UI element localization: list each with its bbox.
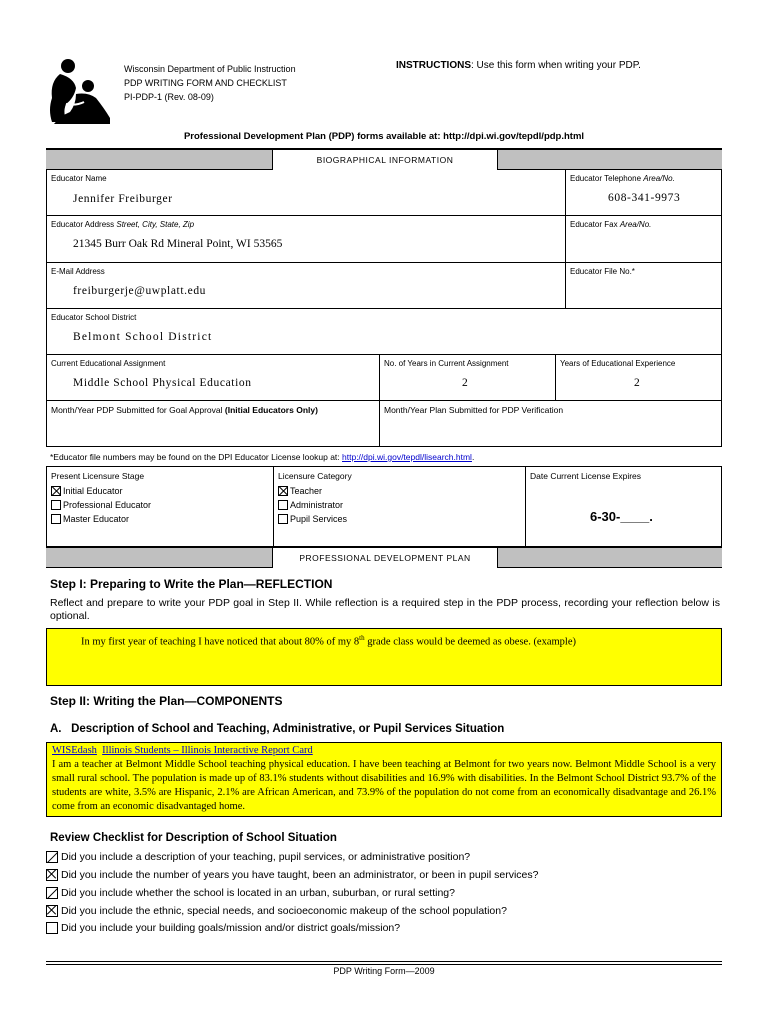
years-assignment-field[interactable]: 2 [462, 377, 469, 389]
fax-label: Educator Fax Area/No. [570, 220, 652, 229]
checklist-item[interactable]: Did you include your building goals/mission and/or district goals/mission? [46, 922, 400, 934]
pdp-section-bar [46, 546, 722, 568]
reflection-field[interactable] [46, 628, 722, 686]
checkbox-icon[interactable] [46, 869, 58, 881]
district-label: Educator School District [51, 313, 137, 322]
section-a-heading: A. Description of School and Teaching, Administrative, or Pupil Services Situation [50, 723, 505, 735]
instructions [396, 60, 641, 71]
category-option-administrator[interactable]: Administrator [278, 500, 343, 510]
years-experience-label: Years of Educational Experience [560, 359, 676, 368]
name-label: Educator Name [51, 174, 107, 183]
instructions-label: INSTRUCTIONS [396, 60, 471, 71]
step1-heading: Step I: Preparing to Write the Plan—REFLECTION [50, 577, 333, 591]
checkbox-icon[interactable] [46, 851, 58, 863]
fax-cell [565, 216, 721, 262]
checklist-item[interactable]: Did you include the number of years you have taught, been an administrator, or been in pupil services? [46, 869, 538, 881]
file-no-label: Educator File No.* [570, 267, 635, 276]
file-no-cell [565, 263, 721, 308]
agency-header [124, 62, 296, 104]
name-field[interactable]: Jennifer Freiburger [73, 193, 173, 205]
address-label: Educator Address Street, City, State, Zip [51, 220, 195, 229]
wisedash-link[interactable]: WISEdash [52, 745, 97, 756]
address-row [47, 216, 721, 263]
license-expires-col [525, 467, 721, 546]
checkbox-icon[interactable] [51, 514, 61, 524]
bio-section-bar [46, 148, 722, 170]
step2-heading: Step II: Writing the Plan—COMPONENTS [50, 694, 283, 708]
forms-available-line: Professional Development Plan (PDP) forms available at: http://dpi.wi.gov/tepdl/pdp.html [183, 131, 585, 142]
district-field[interactable]: Belmont School District [73, 331, 213, 343]
checkbox-icon[interactable] [51, 486, 61, 496]
district-row [47, 309, 721, 355]
checkbox-icon[interactable] [51, 500, 61, 510]
name-row [47, 170, 721, 216]
stage-option-professional[interactable]: Professional Educator [51, 500, 151, 510]
assignment-row [47, 355, 721, 401]
category-option-teacher[interactable]: Teacher [278, 486, 322, 496]
checklist-heading: Review Checklist for Description of School Situation [50, 832, 337, 844]
bio-section-title: BIOGRAPHICAL INFORMATION [272, 150, 498, 170]
checkbox-icon[interactable] [278, 514, 288, 524]
licensure-stage-label: Present Licensure Stage [51, 471, 145, 481]
illinois-report-card-link[interactable]: Illinois Students – Illinois Interactive Report Card [102, 745, 313, 756]
form-name: PDP WRITING FORM AND CHECKLIST [124, 78, 287, 88]
verification-label: Month/Year Plan Submitted for PDP Verification [384, 405, 564, 415]
name-cell [47, 170, 565, 215]
school-description-field[interactable] [46, 742, 722, 817]
checkbox-icon[interactable] [46, 922, 58, 934]
checklist-item[interactable]: Did you include a description of your teaching, pupil services, or administrative position? [46, 851, 470, 863]
reference-links [47, 743, 721, 758]
footer-rule [46, 961, 722, 965]
email-row [47, 263, 721, 309]
goal-approval-cell [47, 401, 379, 446]
licensure-stage-col [47, 467, 273, 546]
licensure-grid [46, 466, 722, 546]
agency-name: Wisconsin Department of Public Instruction [124, 64, 296, 74]
assignment-field[interactable]: Middle School Physical Education [73, 377, 252, 389]
license-lookup-link[interactable]: http://dpi.wi.gov/tepdl/lisearch.html [342, 452, 472, 462]
stage-option-master[interactable]: Master Educator [51, 514, 129, 524]
years-experience-field[interactable]: 2 [634, 377, 641, 389]
category-option-pupil-services[interactable]: Pupil Services [278, 514, 347, 524]
email-cell [47, 263, 565, 308]
assignment-label: Current Educational Assignment [51, 359, 166, 368]
email-field[interactable]: freiburgerje@uwplatt.edu [73, 285, 207, 297]
years-experience-cell [555, 355, 721, 400]
phone-cell [565, 170, 721, 215]
stage-option-initial[interactable]: Initial Educator [51, 486, 123, 496]
goal-approval-label: Month/Year PDP Submitted for Goal Approval (Initial Educators Only) [51, 405, 318, 415]
school-description-text: I am a teacher at Belmont Middle School teaching physical education. I have been teaching at Belmont for two years now. Belmont Middle School is a very small rural school. The population is made up of 83.1% students without disabilities and 16.9% with disabilities. In the Belmont School District 93.7% of the students are white, 3.5% are Hispanic, 2.1% are African American, and 73.9% of the population do not come from an economically disadvantage and 26.1% come from an economic disadvantaged home. [52, 759, 716, 812]
file-number-note: *Educator file numbers may be found on the DPI Educator License lookup at: http://dpi.wi.gov/tepdl/lisearch.html. [50, 452, 475, 462]
reflection-text: In my first year of teaching I have noticed that about 80% of my 8th grade class would be deemed as obese. (example) [81, 634, 576, 648]
email-label: E-Mail Address [51, 267, 105, 276]
licensure-category-col [273, 467, 525, 546]
license-expires-field[interactable]: 6-30-____. [590, 509, 653, 524]
license-expires-label: Date Current License Expires [530, 471, 642, 481]
district-cell [47, 309, 721, 354]
assignment-cell [47, 355, 379, 400]
checkbox-icon[interactable] [46, 905, 58, 917]
years-assignment-cell [379, 355, 555, 400]
pdp-section-title: PROFESSIONAL DEVELOPMENT PLAN [272, 548, 498, 568]
step1-instructions: Reflect and prepare to write your PDP goal in Step II. While reflection is a required step in the PDP process, recording your reflection below is optional. [50, 597, 720, 622]
address-field[interactable]: 21345 Burr Oak Rd Mineral Point, WI 53565 [73, 238, 283, 250]
bio-grid [46, 170, 722, 447]
verification-cell [379, 401, 721, 446]
checklist-item[interactable]: Did you include whether the school is located in an urban, suburban, or rural setting? [46, 887, 455, 899]
form-number: PI-PDP-1 (Rev. 08-09) [124, 92, 214, 102]
checkbox-icon[interactable] [278, 500, 288, 510]
instructions-text: : Use this form when writing your PDP. [471, 60, 641, 71]
phone-field[interactable]: 608-341-9973 [608, 192, 681, 204]
footer-text: PDP Writing Form—2009 [333, 966, 435, 976]
licensure-category-label: Licensure Category [278, 471, 352, 481]
years-assignment-label: No. of Years in Current Assignment [384, 359, 509, 368]
phone-label: Educator Telephone Area/No. [570, 174, 675, 183]
submission-row [47, 401, 721, 447]
checkbox-icon[interactable] [46, 887, 58, 899]
dpi-logo [46, 58, 112, 126]
address-cell [47, 216, 565, 262]
checklist-item[interactable]: Did you include the ethnic, special needs, and socioeconomic makeup of the school population? [46, 905, 507, 917]
checkbox-icon[interactable] [278, 486, 288, 496]
